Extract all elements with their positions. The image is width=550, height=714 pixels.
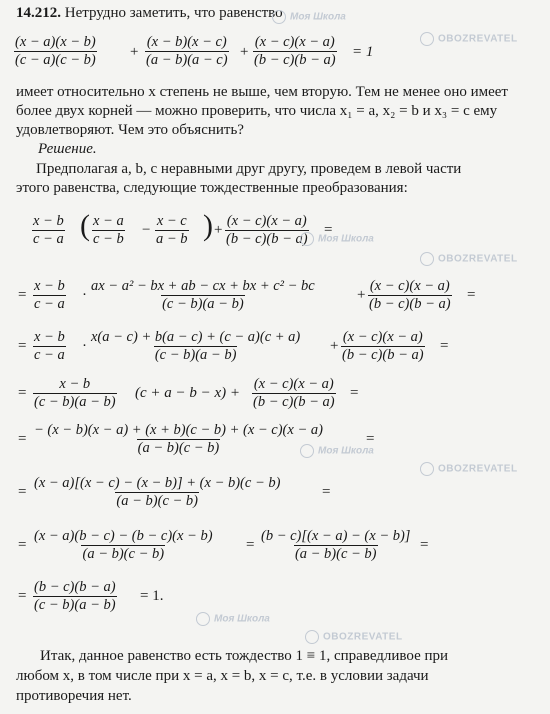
watermark-circle-icon — [196, 612, 210, 626]
step6-fraction: $\frac{(x - a)[(x - c) - (x - b)] + (x - b)(c - b)}{(a - b)(c - b)}$ — [34, 475, 281, 509]
equals-sign: = — [18, 588, 27, 604]
solution-title: Решение. — [38, 141, 97, 157]
watermark-circle-icon — [305, 630, 319, 644]
step3-fraction-a: $\frac{x - b}{c - a}$ — [34, 329, 65, 363]
equals-sign: = — [420, 537, 429, 553]
equals-sign: = — [440, 338, 449, 354]
step8-fraction: $\frac{(b - c)(b - a)}{(c - b)(a - b)}$ — [34, 579, 116, 613]
plus-sign: + — [240, 44, 249, 60]
step1-fraction-c: $\frac{x - c}{a - b}$ — [156, 213, 188, 247]
step8-rhs: = 1. — [140, 588, 164, 604]
watermark-text: OBOZREVATEL — [305, 630, 403, 644]
intro-line-3: удовлетворяют. Чем это объяснить? — [16, 122, 244, 138]
watermark-text: OBOZREVATEL — [420, 32, 518, 46]
problem-header — [16, 4, 283, 23]
equals-sign: = — [350, 385, 359, 401]
watermark-logo: Моя Школа — [300, 232, 374, 246]
dot-sign: · — [82, 338, 87, 354]
step2-fraction-c: $\frac{(x - c)(x - a)}{(b - c)(b - a)}$ — [369, 278, 451, 312]
equals-sign: = — [18, 287, 27, 303]
dot-sign: · — [82, 287, 87, 303]
equals-sign: = — [322, 484, 331, 500]
watermark-logo: Моя Школа — [300, 444, 374, 458]
equals-sign: = — [246, 537, 255, 553]
main-rhs: = 1 — [352, 44, 374, 60]
equals-sign: = — [18, 385, 27, 401]
step4-fraction-a: $\frac{x - b}{(c - b)(a - b)}$ — [34, 376, 116, 410]
intro-line-2: более двух корней — можно проверить, что числа x₁ = a, x₂ = b и x₃ = c ему — [16, 103, 498, 119]
step4-middle: (c + a − b − x) + — [135, 385, 241, 401]
step2-fraction-b: $\frac{\text{ax − a² − bx + ab − cx + bx + c² − bc}}{(c - b)(a - b)}$ — [91, 278, 315, 312]
plus-sign: + — [130, 44, 139, 60]
main-fraction-3: $\frac{(x - c)(x - a)}{(b - c)(b - a)}$ — [254, 34, 336, 68]
watermark-logo: Моя Школа — [196, 612, 270, 626]
plus-sign: + — [330, 338, 339, 354]
step1-fraction-d: $\frac{(x - c)(x - a)}{(b - c)(b - a)}$ — [226, 213, 308, 247]
step7-fraction-a: $\frac{(x - a)(b - c) - (b - c)(x - b)}{(a - b)(c - b)}$ — [34, 528, 213, 562]
watermark-circle-icon — [300, 444, 314, 458]
step5-fraction: $\frac{- (x - b)(x - a) + (x + b)(c - b) + (x - c)(x - a)}{(a - b)(c - b)}$ — [34, 422, 323, 456]
problem-number: 14.212. — [16, 5, 61, 21]
conclusion-line-1: Итак, данное равенство есть тождество 1 ≡ 1, справедливое при — [40, 648, 449, 664]
right-paren: ) — [203, 209, 213, 242]
left-paren: ( — [80, 209, 90, 242]
step1-fraction-b: $\frac{x - a}{c - b}$ — [93, 213, 124, 247]
step7-fraction-b: $\frac{(b - c)[(x - a) - (x - b)]}{(a - b)(c - b)}$ — [261, 528, 411, 562]
watermark-text: OBOZREVATEL — [420, 462, 518, 476]
watermark-text: OBOZREVATEL — [420, 252, 518, 266]
main-fraction-2: $\frac{(x - b)(x - c)}{(a - b)(a - c)}$ — [146, 34, 228, 68]
plus-sign: + — [357, 287, 366, 303]
conclusion-line-2: любом x, в том числе при x = a, x = b, x = c, т.е. в условии задачи — [16, 668, 429, 684]
step4-fraction-c: $\frac{(x - c)(x - a)}{(b - c)(b - a)}$ — [253, 376, 335, 410]
equals-sign: = — [18, 484, 27, 500]
watermark-circle-icon — [420, 462, 434, 476]
step1-fraction-a: $\frac{x - b}{c - a}$ — [33, 213, 64, 247]
solution-line-1: Предполагая a, b, c неравными друг другу, проведем в левой части — [36, 161, 462, 177]
equals-sign: = — [467, 287, 476, 303]
watermark-circle-icon — [420, 252, 434, 266]
solution-line-2: этого равенства, следующие тождественные преобразования: — [16, 180, 408, 196]
minus-sign: − — [142, 222, 151, 238]
equals-sign: = — [18, 537, 27, 553]
plus-sign: + — [214, 222, 223, 238]
step3-fraction-b: $\frac{x(a - c) + b(a - c) + (c - a)(c + a)}{(c - b)(a - b)}$ — [91, 329, 301, 363]
equals-sign: = — [324, 222, 333, 238]
equals-sign: = — [18, 338, 27, 354]
watermark-circle-icon — [300, 232, 314, 246]
watermark-circle-icon — [420, 32, 434, 46]
watermark-logo: Моя Школа — [272, 10, 346, 24]
watermark-circle-icon — [272, 10, 286, 24]
equals-sign: = — [366, 431, 375, 447]
step3-fraction-c: $\frac{(x - c)(x - a)}{(b - c)(b - a)}$ — [342, 329, 424, 363]
problem-statement: Нетрудно заметить, что равенство — [61, 5, 283, 21]
step2-fraction-a: $\frac{x - b}{c - a}$ — [34, 278, 65, 312]
conclusion-line-3: противоречия нет. — [16, 688, 132, 704]
main-fraction-1: $\frac{(x - a)(x - b)}{(c - a)(c - b)}$ — [15, 34, 96, 68]
equals-sign: = — [18, 431, 27, 447]
intro-line-1: имеет относительно x степень не выше, чем вторую. Тем не менее оно имеет — [16, 84, 508, 100]
